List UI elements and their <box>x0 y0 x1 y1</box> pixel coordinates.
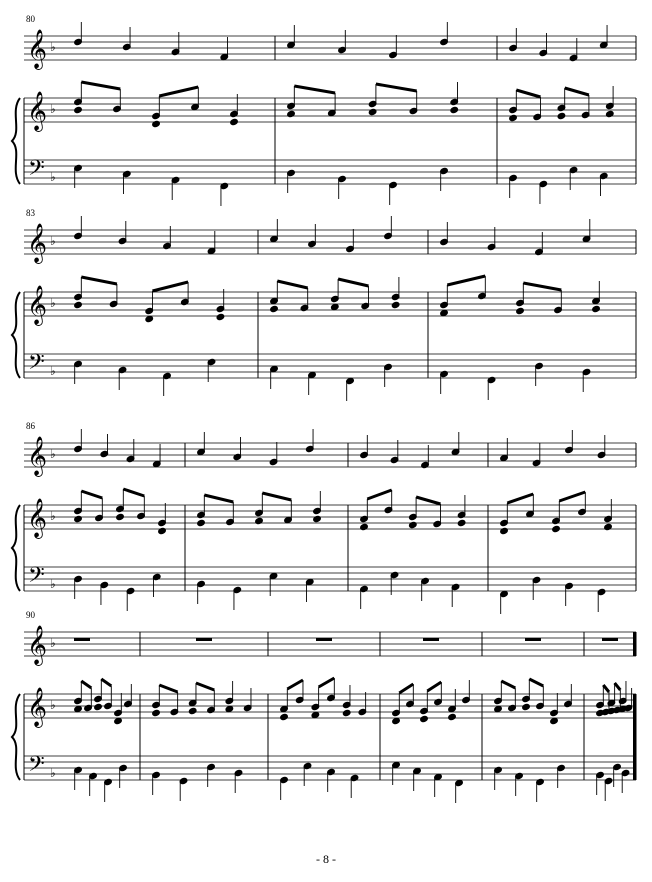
note-head <box>225 705 234 712</box>
beam <box>376 84 417 91</box>
beam <box>159 685 177 692</box>
beam <box>603 685 609 692</box>
flat-icon: ♭ <box>50 234 56 248</box>
beam <box>529 679 543 686</box>
beam <box>81 681 91 688</box>
brace <box>12 505 20 591</box>
bass-clef-icon: 𝄢 <box>28 350 45 380</box>
whole-rest <box>602 638 618 641</box>
beam <box>287 680 303 689</box>
beam <box>501 681 515 688</box>
whole-rest <box>423 638 439 641</box>
note-head <box>331 303 340 310</box>
whole-rest <box>196 638 212 641</box>
note-head <box>287 110 296 117</box>
note-head <box>516 307 525 314</box>
note-head <box>557 112 566 119</box>
beam <box>196 683 214 690</box>
note-head <box>152 120 161 127</box>
note-head <box>280 713 289 720</box>
note-head <box>509 114 518 121</box>
beam <box>559 492 585 501</box>
note-head <box>74 515 83 522</box>
note-head <box>604 523 613 530</box>
flat-icon: ♭ <box>50 766 56 780</box>
beam <box>159 87 198 96</box>
note-head <box>152 709 161 716</box>
system <box>12 421 636 614</box>
note-head <box>197 519 206 526</box>
note-head <box>145 315 154 322</box>
note-head <box>500 527 509 534</box>
note-head <box>592 305 601 312</box>
beam <box>367 490 391 499</box>
note-head <box>360 523 369 530</box>
brace <box>12 292 20 378</box>
note-head <box>311 711 320 718</box>
treble-clef-icon: 𝄞 <box>27 223 48 263</box>
beam <box>427 682 441 691</box>
bass-clef-icon: 𝄢 <box>28 156 45 186</box>
brace <box>12 98 20 184</box>
whole-rest <box>525 638 541 641</box>
systems-layer <box>12 14 636 803</box>
note-head <box>74 106 83 113</box>
note-head <box>552 525 561 532</box>
note-head <box>522 703 531 710</box>
note-head <box>216 313 225 320</box>
system <box>12 208 636 401</box>
beam <box>262 493 291 500</box>
flat-icon: ♭ <box>50 364 56 378</box>
flat-icon: ♭ <box>50 509 56 523</box>
beam <box>153 282 189 291</box>
beam <box>615 683 621 690</box>
page-number: - 8 - <box>316 852 336 866</box>
flat-icon: ♭ <box>50 296 56 310</box>
flat-icon: ♭ <box>50 577 56 591</box>
treble-clef-icon: 𝄞 <box>27 285 48 325</box>
treble-clef-icon: 𝄞 <box>27 498 48 538</box>
beam <box>123 489 144 496</box>
measure-number: 86 <box>26 421 35 431</box>
note-head <box>313 515 322 522</box>
note-head <box>230 118 239 125</box>
note-head <box>606 110 615 117</box>
beam <box>101 679 111 686</box>
beam <box>516 90 540 97</box>
note-head <box>74 705 83 712</box>
beam <box>204 495 233 502</box>
note-head <box>391 301 400 308</box>
beam <box>338 279 368 286</box>
note-head <box>392 717 401 724</box>
note-head <box>550 717 559 724</box>
note-head <box>420 715 429 722</box>
note-head <box>457 519 466 526</box>
treble-clef-icon: 𝄞 <box>27 29 48 69</box>
measure-number: 90 <box>26 610 35 620</box>
measure-number: 83 <box>26 208 35 218</box>
note-head <box>450 106 459 113</box>
note-head <box>188 707 197 714</box>
beam <box>81 491 102 498</box>
note-head <box>255 517 264 524</box>
bass-clef-icon: 𝄢 <box>28 563 45 593</box>
beam <box>416 497 440 504</box>
beam <box>399 684 413 693</box>
note-head <box>342 709 351 716</box>
flat-icon: ♭ <box>50 447 56 461</box>
beam <box>447 276 485 285</box>
treble-clef-icon: 𝄞 <box>27 625 48 665</box>
beam <box>319 678 335 687</box>
flat-icon: ♭ <box>50 102 56 116</box>
flat-icon: ♭ <box>50 698 56 712</box>
whole-rest <box>316 638 332 641</box>
note-head <box>116 513 125 520</box>
beam <box>81 82 120 89</box>
note-head <box>74 301 83 308</box>
note-head <box>158 527 167 534</box>
note-head <box>94 703 103 710</box>
bass-clef-icon: 𝄢 <box>28 752 45 782</box>
beam <box>277 281 307 288</box>
whole-rest <box>74 638 90 641</box>
beam <box>507 494 533 503</box>
note-head <box>494 705 503 712</box>
note-head <box>409 521 418 528</box>
measure-number: 80 <box>26 14 35 24</box>
system <box>12 14 636 206</box>
beam <box>81 277 117 284</box>
brace <box>12 694 20 780</box>
note-head <box>448 713 457 720</box>
beam <box>565 88 589 95</box>
flat-icon: ♭ <box>50 636 56 650</box>
final-barline <box>633 694 636 780</box>
flat-icon: ♭ <box>50 170 56 184</box>
treble-clef-icon: 𝄞 <box>27 436 48 476</box>
note-head <box>368 108 377 115</box>
note-head <box>114 717 123 724</box>
beam <box>294 86 335 93</box>
system <box>12 610 636 803</box>
final-barline <box>633 632 636 656</box>
treble-clef-icon: 𝄞 <box>27 91 48 131</box>
note-head <box>440 309 449 316</box>
treble-clef-icon: 𝄞 <box>27 687 48 727</box>
note-head <box>270 305 279 312</box>
flat-icon: ♭ <box>50 40 56 54</box>
beam <box>523 283 561 290</box>
